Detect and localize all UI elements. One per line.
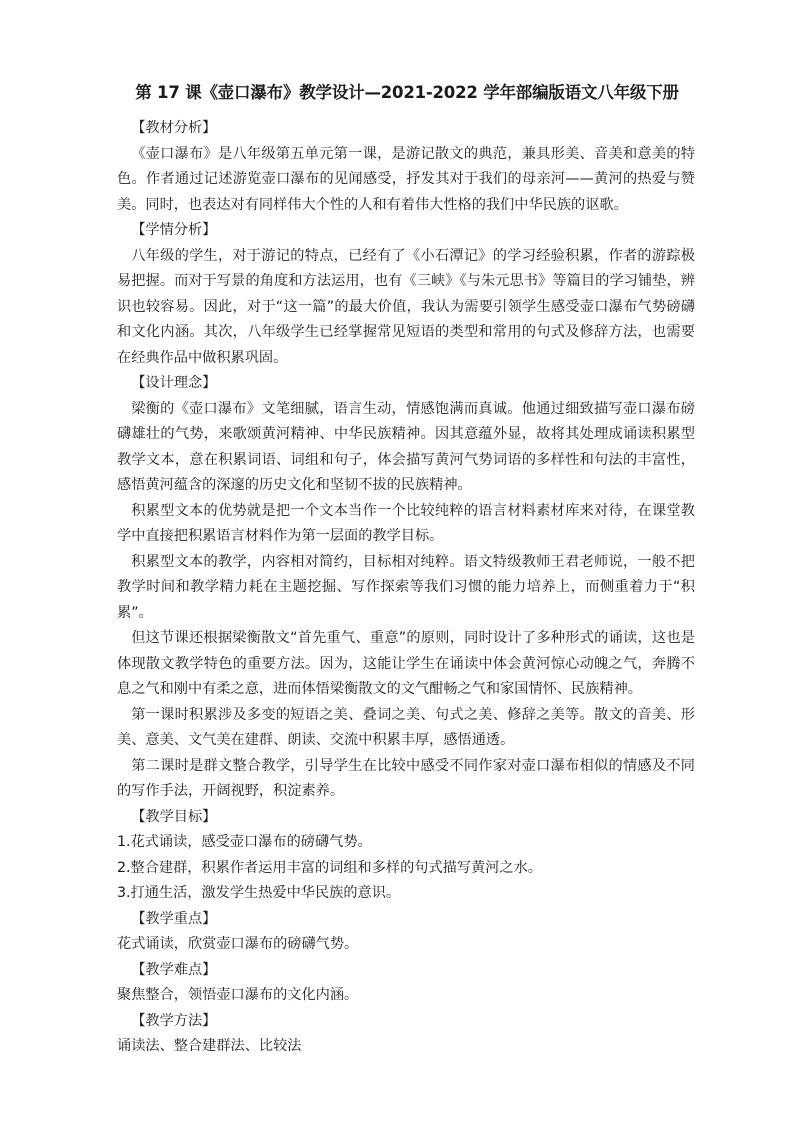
section-heading-goals: 【教学目标】 [131,808,217,825]
student-analysis-text: 八年级的学生，对于游记的特点，已经有了《小石潭记》的学习经验积累，作者的游踪极易把握。而对于写景的角度和方法运用，也有《三峡》《与朱元思书》等篇目的学习铺垫，辨识也较容易。因此，对于“这一篇”的最大价值，我认为需要引领学生感受壶口瀑布气势磅礴和文化内涵。其次，八年级学生已经掌握常见短语的类型和常用的句式及修辞方法，也需要在经典作品中做积累巩固。 [117,247,695,366]
section-heading-concept: 【设计理念】 [131,375,217,391]
difficulty-text: 聚焦整合，领悟壶口瀑布的文化内涵。 [117,987,359,1003]
section-heading-method: 【教学方法】 [131,1012,217,1029]
goal-item: 3.打通生活，激发学生热爱中华民族的意识。 [117,885,401,901]
goal-item: 2.整合建群，积累作者运用丰富的词组和多样的句式描写黄河之水。 [117,859,542,876]
concept-paragraph: 但这节课还根据梁衡散文“首先重气、重意”的原则，同时设计了多种形式的诵读，这也是体现散文教学特色的重要方法。因为，这能让学生在诵读中体会黄河惊心动魄之气，奔腾不息之气和刚中有柔之意，进而体悟梁衡散文的文气酣畅之气和家国情怀、民族精神。 [117,630,695,697]
section-heading-difficulty: 【教学难点】 [131,961,217,978]
page-title: 第 17 课《壶口瀑布》教学设计—2021-2022 学年部编版语文八年级下册 [135,83,679,102]
concept-paragraph: 积累型文本的优势就是把一个文本当作一个比较纯粹的语言材料素材库来对待，在课堂教学中直接把积累语言材料作为第一层面的教学目标。 [117,502,695,544]
concept-paragraph: 第二课时是群文整合教学，引导学生在比较中感受不同作家对壶口瀑布相似的情感及不同的写作手法，开阔视野，积淀素养。 [117,757,695,799]
key-point-text: 花式诵读，欣赏壶口瀑布的磅礴气势。 [117,936,359,952]
goal-item: 1.花式诵读，感受壶口瀑布的磅礴气势。 [117,834,372,850]
concept-paragraph: 梁衡的《壶口瀑布》文笔细腻，语言生动，情感饱满而真诚。他通过细致描写壶口瀑布磅礴雄壮的气势，来歌颂黄河精神、中华民族精神。因其意蕴外显，故将其处理成诵读积累型教学文本，意在积累词语、词组和句子，体会描写黄河气势词语的多样性和句法的丰富性，感悟黄河蕴含的深邃的历史文化和坚韧不拔的民族精神。 [117,400,695,493]
section-heading-material: 【教材分析】 [131,120,217,136]
section-heading-student: 【学情分析】 [131,222,217,238]
concept-paragraph: 第一课时积累涉及多变的短语之美、叠词之美、句式之美、修辞之美等。散文的音美、形美、意美、文气美在建群、朗读、交流中积累丰厚，感悟通透。 [117,706,695,748]
document-body [117,116,695,1060]
method-text: 诵读法、整合建群法、比较法 [117,1038,302,1054]
material-analysis-text: 《壶口瀑布》是八年级第五单元第一课，是游记散文的典范，兼具形美、音美和意美的特色。作者通过记述游览壶口瀑布的见闻感受，抒发其对于我们的母亲河——黄河的热爱与赞美。同时，也表达对有同样伟大个性的人和有着伟大性格的我们中华民族的讴歌。 [117,145,695,213]
concept-paragraph: 积累型文本的教学，内容相对简约，目标相对纯粹。语文特级教师王君老师说，一般不把教学时间和教学精力耗在主题挖掘、写作探索等我们习惯的能力培养上，而侧重着力于“积累”。 [117,553,695,621]
section-heading-key: 【教学重点】 [131,910,217,927]
